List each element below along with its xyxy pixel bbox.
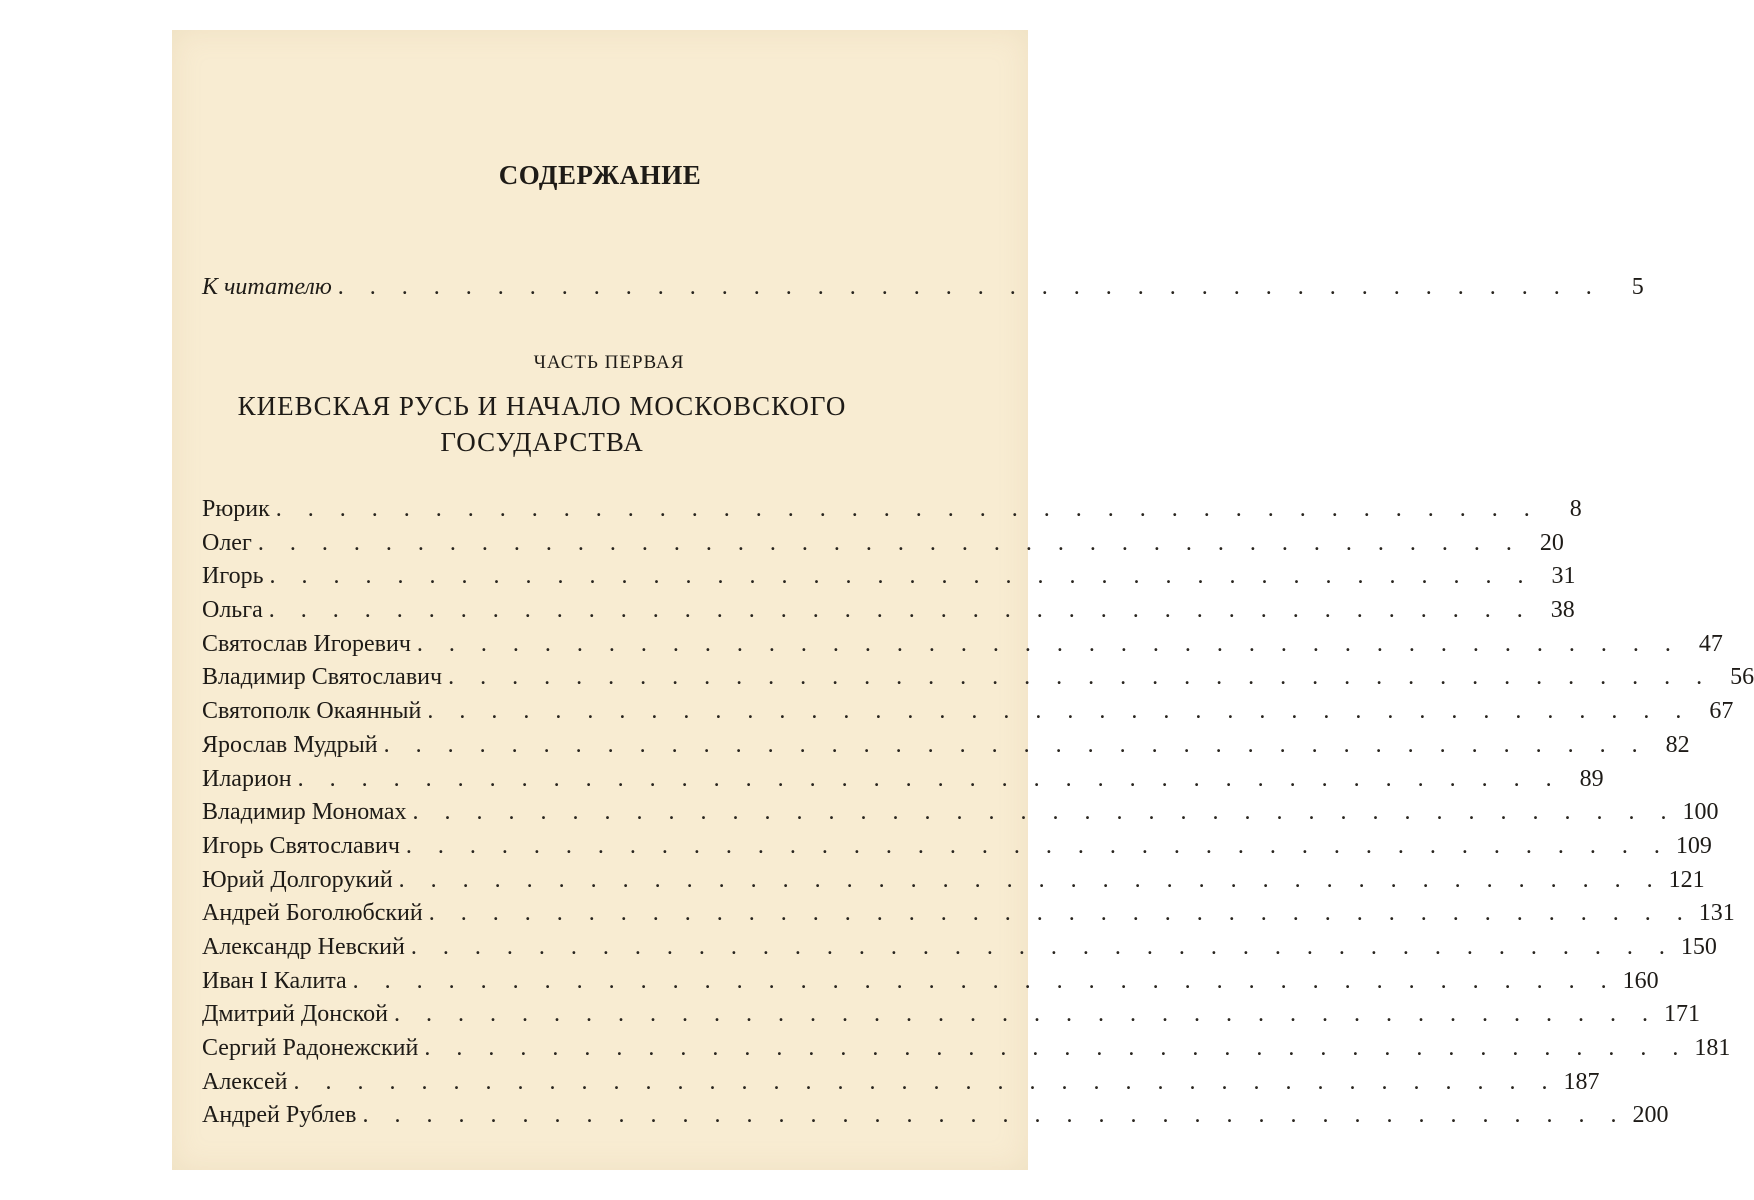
toc-entry-page-number: 160 [1622, 967, 1659, 994]
toc-entry-reader[interactable] [202, 272, 1644, 302]
dot-leader: . . . . . . . . . . . . . . . . . . . . . . . . . . . . . . . . . . . . . . . . [268, 597, 1533, 624]
book-page [172, 30, 1754, 1170]
toc-entries-list [202, 493, 1754, 1133]
toc-entry-label: Сергий Радонежский [202, 1035, 419, 1061]
dot-leader: . . . . . . . . . . . . . . . . . . . . . . . . . . . . . . . . . . . . . . . . [410, 933, 1675, 960]
dot-leader: . . . . . . . . . . . . . . . . . . . . . . . . . . . . . . . . . . . . . . . . [297, 765, 1562, 792]
toc-entry[interactable] [202, 931, 1717, 965]
toc-entry[interactable] [202, 897, 1735, 931]
dot-leader: . . . . . . . . . . . . . . . . . . . . . . . . . . . . . . . . . . . . . . . . [394, 1001, 1659, 1028]
toc-entry[interactable] [202, 830, 1712, 864]
toc-entry-page-number: 67 [1709, 698, 1734, 725]
toc-entry-page-number: 47 [1698, 630, 1723, 657]
toc-entry[interactable] [202, 628, 1723, 662]
toc-entry-label: Игорь Святославич [202, 832, 400, 859]
toc-entry-label: Ольга [202, 597, 263, 624]
toc-entry-label: Иван I Калита [202, 967, 347, 994]
toc-entry[interactable] [202, 796, 1719, 830]
toc-entry[interactable] [202, 1032, 1731, 1066]
toc-entry-label: Игорь [202, 563, 264, 590]
dot-leader: . . . . . . . . . . . . . . . . . . . . . . . . . . . . . . . . . . . . . . . . [412, 799, 1677, 826]
contents-title: СОДЕРЖАНИЕ [498, 160, 702, 190]
toc-entry-label: Андрей Рублев [202, 1102, 357, 1129]
toc-entry[interactable] [202, 1099, 1669, 1133]
dot-leader: . . . . . . . . . . . . . . . . . . . . . . . . . . . . . . . . . . . . . . . . [275, 496, 1540, 522]
dot-leader: . . . . . . . . . . . . . . . . . . . . . . . . . . . . . . . . . . . . . . . . [405, 832, 1670, 859]
dot-leader: . . . . . . . . . . . . . . . . . . . . . . . . . . . . . . . . . . . . . . . . [257, 529, 1522, 556]
dot-leader: . . . . . . . . . . . . . . . . . . . . . . . . . . . . . . . . . . . . . . . . [398, 866, 1663, 893]
toc-entry-page-number: 89 [1579, 765, 1604, 792]
toc-entry[interactable] [202, 1066, 1600, 1100]
toc-entry-label: Рюрик [202, 496, 270, 522]
toc-entry[interactable] [202, 864, 1705, 898]
dot-leader: . . . . . . . . . . . . . . . . . . . . . . . . . . . . . . . . . . . . . . . . [337, 274, 1602, 300]
toc-entry-page-number: 8 [1569, 496, 1582, 522]
part-label: ЧАСТЬ ПЕРВАЯ [533, 352, 685, 373]
toc-entry-label: Иларион [202, 765, 292, 792]
part-title-line-1: КИЕВСКАЯ РУСЬ И НАЧАЛО МОСКОВСКОГО [237, 391, 847, 421]
toc-entry-label: Александр Невский [202, 933, 405, 960]
toc-entry-label: Владимир Мономах [202, 799, 407, 826]
toc-entry-label: Олег [202, 529, 252, 556]
part-title [192, 388, 892, 460]
toc-entry[interactable] [202, 594, 1575, 628]
toc-entry-page-number: 82 [1665, 731, 1690, 758]
dot-leader: . . . . . . . . . . . . . . . . . . . . . . . . . . . . . . . . . . . . . . . . [352, 967, 1617, 994]
toc-entry-page-number: 56 [1730, 664, 1754, 691]
toc-entry[interactable] [202, 493, 1582, 527]
toc-entry-page-number: 200 [1632, 1102, 1669, 1129]
toc-entry-label: Алексей [202, 1068, 288, 1095]
toc-entry[interactable] [202, 729, 1690, 763]
toc-entry-label: К читателю [202, 274, 332, 300]
toc-entry-label: Дмитрий Донской [202, 1001, 389, 1028]
part-title-line-2: ГОСУДАРСТВА [440, 427, 644, 457]
toc-entry-page-number: 187 [1563, 1068, 1600, 1095]
toc-entry-label: Ярослав Мудрый [202, 731, 378, 758]
dot-leader: . . . . . . . . . . . . . . . . . . . . . . . . . . . . . . . . . . . . . . . . [383, 731, 1648, 758]
toc-entry-label: Андрей Боголюбский [202, 900, 423, 927]
toc-entry[interactable] [202, 763, 1604, 797]
toc-entry[interactable] [202, 661, 1754, 695]
toc-entry-page-number: 38 [1550, 597, 1575, 624]
dot-leader: . . . . . . . . . . . . . . . . . . . . . . . . . . . . . . . . . . . . . . . . [427, 698, 1692, 725]
toc-entry-page-number: 109 [1675, 832, 1712, 859]
toc-entry-page-number: 100 [1682, 799, 1719, 826]
toc-entry-page-number: 131 [1698, 900, 1735, 927]
dot-leader: . . . . . . . . . . . . . . . . . . . . . . . . . . . . . . . . . . . . . . . . [293, 1068, 1558, 1095]
toc-entry[interactable] [202, 998, 1701, 1032]
toc-entry-page-number: 181 [1694, 1035, 1731, 1061]
dot-leader: . . . . . . . . . . . . . . . . . . . . . . . . . . . . . . . . . . . . . . . . [416, 630, 1681, 657]
dot-leader: . . . . . . . . . . . . . . . . . . . . . . . . . . . . . . . . . . . . . . . . [269, 563, 1534, 590]
toc-entry[interactable] [202, 560, 1576, 594]
toc-entry-page-number: 20 [1539, 529, 1564, 556]
toc-entry-page-number: 171 [1664, 1001, 1701, 1028]
toc-entry-page-number: 31 [1551, 563, 1576, 590]
toc-entry-label: Святополк Окаянный [202, 698, 422, 725]
toc-entry-page-number: 5 [1631, 274, 1644, 300]
toc-entry[interactable] [202, 965, 1659, 999]
toc-entry[interactable] [202, 695, 1734, 729]
toc-entry-label: Владимир Святославич [202, 664, 443, 691]
toc-entry-label: Юрий Долгорукий [202, 866, 393, 893]
toc-entry-page-number: 150 [1680, 933, 1717, 960]
dot-leader: . . . . . . . . . . . . . . . . . . . . . . . . . . . . . . . . . . . . . . . . [428, 900, 1693, 927]
toc-entry-label: Святослав Игоревич [202, 630, 411, 657]
dot-leader: . . . . . . . . . . . . . . . . . . . . . . . . . . . . . . . . . . . . . . . . [448, 664, 1713, 691]
toc-entry-page-number: 121 [1668, 866, 1705, 893]
dot-leader: . . . . . . . . . . . . . . . . . . . . . . . . . . . . . . . . . . . . . . . . [424, 1035, 1689, 1061]
dot-leader: . . . . . . . . . . . . . . . . . . . . . . . . . . . . . . . . . . . . . . . . [362, 1102, 1627, 1129]
toc-entry[interactable] [202, 527, 1564, 561]
